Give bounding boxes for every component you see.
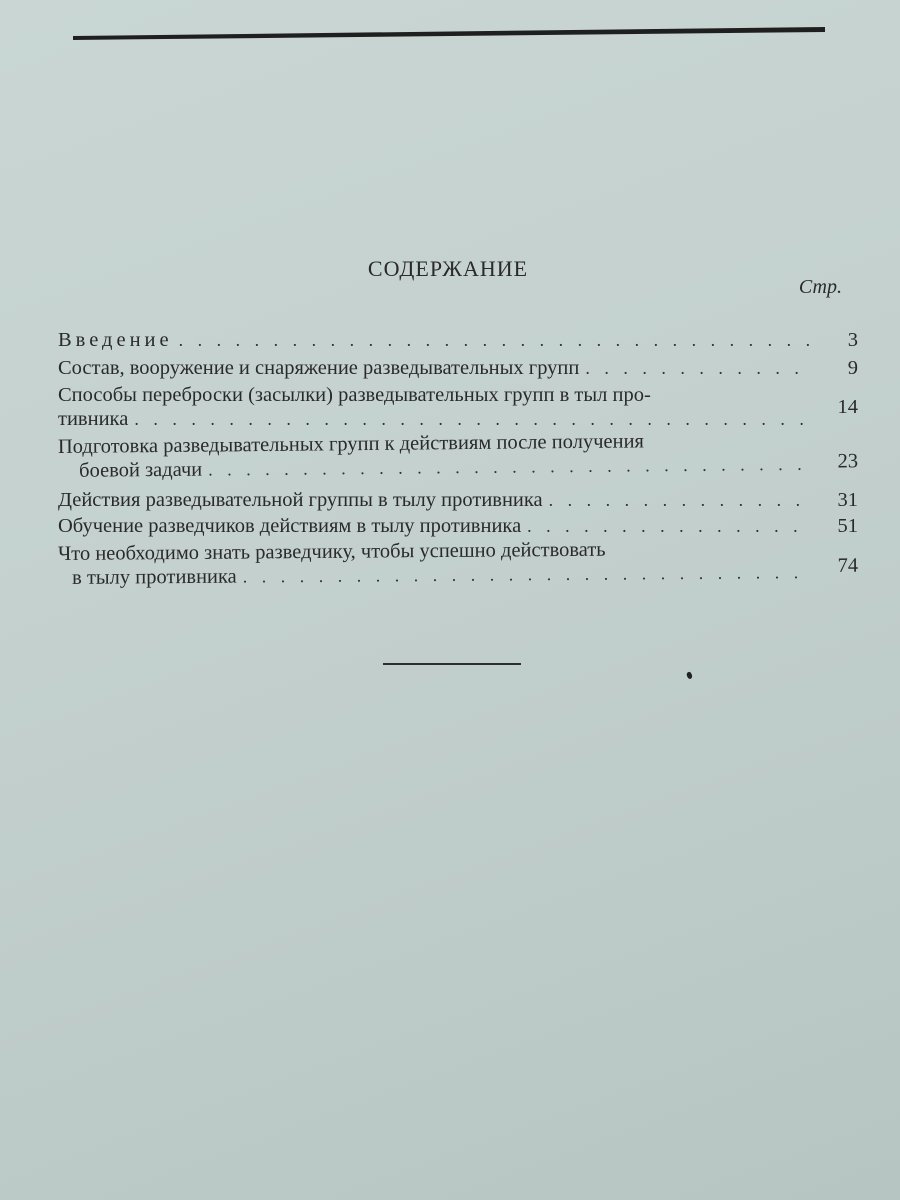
leader-dots [208,452,812,482]
toc-entry-title-line-1: Способы переброски (засылки) разведывательных групп в тыл про- [58,384,651,406]
toc-entry-title-line-1: Что необходимо знать разведчику, чтобы успешно действовать [57,538,606,565]
page-column-label: Стр. [798,276,842,298]
toc-entry[interactable] [58,536,858,590]
toc-entry-title: Введение [58,329,173,351]
toc-entry-title-line-2: в тылу противника [72,565,237,589]
toc-entry-page: 31 [837,489,858,511]
toc-entry-page: 3 [847,329,858,351]
ink-speck [686,671,693,679]
table-of-contents [58,328,858,590]
toc-entry-page: 14 [837,396,858,418]
toc-entry[interactable] [58,514,858,538]
toc-heading: СОДЕРЖАНИЕ [367,256,529,281]
toc-entry[interactable] [58,356,858,380]
toc-entry-title-line-2: боевой задачи [79,458,203,482]
leader-dots [549,488,812,512]
toc-entry-title-line-2: тивника [58,408,129,430]
toc-entry[interactable] [58,427,858,483]
leader-dots [243,560,813,588]
leader-dots [585,356,812,380]
toc-entry-title: Действия разведывательной группы в тылу противника [58,489,543,511]
top-rule-line [73,27,825,41]
toc-entry-page: 51 [837,515,858,537]
toc-entry-title: Состав, вооружение и снаряжение разведывательных групп [58,357,580,379]
toc-entry-page: 23 [837,450,859,473]
toc-entry[interactable] [58,383,858,431]
toc-entry[interactable] [58,488,858,512]
toc-entry-title: Обучение разведчиков действиям в тылу противника [58,515,522,537]
toc-entry-title-line-1: Подготовка разведывательных групп к действиям после получения [57,430,645,459]
toc-entry[interactable] [58,328,858,352]
leader-dots [134,407,812,431]
toc-entry-page: 9 [847,357,858,379]
toc-entry-page: 74 [837,554,859,577]
leader-dots [527,514,812,538]
end-rule-line [383,663,521,665]
leader-dots [179,328,812,352]
